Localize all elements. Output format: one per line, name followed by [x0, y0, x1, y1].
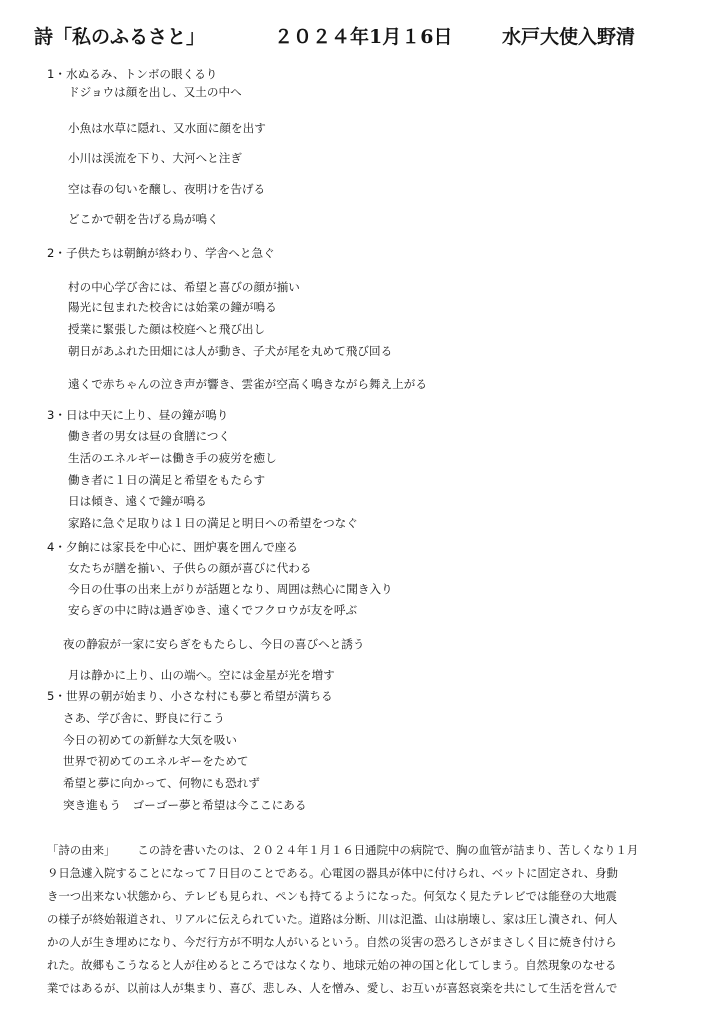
stanza-4-line-5: 夜の静寂が一家に安らぎをもたらし、今日の喜びへと誘う	[63, 637, 365, 651]
stanza-5-line-4: 世界で初めてのエネルギーをためて	[63, 754, 249, 768]
stanza-1-line-6: どこかで朝を告げる鳥が鳴く	[68, 212, 219, 226]
stanza-2-line-2: 村の中心学び舎には、希望と喜びの顔が揃い	[68, 280, 300, 294]
essay-row-3: き一つ出来ない状態から、テレビも見られ、ペンも持てるようになった。何気なく見たテレビでは能登の大地震	[47, 889, 617, 903]
stanza-5-line-5: 希望と夢に向かって、何物にも恐れず	[63, 776, 260, 790]
essay-section	[47, 839, 697, 1000]
stanza-1-line-3: 小魚は水草に隠れ、又水面に顔を出す	[68, 121, 266, 135]
stanza-3-line-4: 働き者に１日の満足と希望をもたらす	[68, 473, 266, 487]
stanza-1-line-4: 小川は渓流を下り、大河へと注ぎ	[68, 151, 242, 165]
essay-row-2: ９日急遽入院することになって７日目のことである。心電図の器具が体中に付けられ、ベットに固定され、身動	[47, 866, 618, 880]
document-title-bar	[34, 22, 694, 62]
stanza-5-line-1: 5・世界の朝が始まり、小さな村にも夢と希望が満ちる	[47, 689, 333, 703]
poem-date: ２０２４年1月１6日	[274, 26, 453, 48]
essay-heading: 「詩の由来」	[47, 843, 116, 857]
stanza-2-line-6: 遠くで赤ちゃんの泣き声が響き、雲雀が空高く鳴きながら舞え上がる	[68, 377, 427, 391]
stanza-2-line-4: 授業に緊張した顔は校庭へと飛び出し	[68, 322, 266, 336]
stanza-2-line-5: 朝日があふれた田畑には人が動き、子犬が尾を丸めて飛び回る	[68, 344, 393, 358]
stanza-4-line-1: 4・夕餉には家長を中心に、囲炉裏を囲んで座る	[47, 540, 298, 554]
essay-row-5: かの人が生き埋めになり、今だ行方が不明な人がいるという。自然の災害の恐ろしさがまさしく目に焼き付けら	[47, 935, 617, 949]
stanza-4-line-3: 今日の仕事の出来上がりが話題となり、周囲は熱心に聞き入り	[68, 582, 393, 596]
stanza-4-line-6: 月は静かに上り、山の端へ。空には金星が光を増す	[68, 668, 335, 682]
stanza-2-line-1: 2・子供たちは朝餉が終わり、学舎へと急ぐ	[47, 246, 275, 260]
stanza-4-line-2: 女たちが膳を揃い、子供らの顔が喜びに代わる	[68, 561, 312, 575]
stanza-1-line-2: ドジョウは顔を出し、又土の中へ	[68, 85, 242, 99]
stanza-3-line-2: 働き者の男女は昼の食膳につく	[68, 429, 231, 443]
essay-row-6: れた。故郷もこうなると人が住めるところではなくなり、地球元始の神の国と化してしまう。自然現象のなせる	[47, 958, 617, 972]
essay-row-7: 業ではあるが、以前は人が集まり、喜び、悲しみ、人を憎み、愛し、お互いが喜怒哀楽を共にして生活を営んで	[47, 981, 618, 995]
stanza-4-line-4: 安らぎの中に時は過ぎゆき、遠くでフクロウが友を呼ぶ	[68, 603, 358, 617]
stanza-3-line-6: 家路に急ぐ足取りは１日の満足と明日への希望をつなぐ	[68, 516, 358, 530]
stanza-5-line-2: さあ、学び舎に、野良に行こう	[63, 711, 225, 725]
stanza-3-line-5: 日は傾き、遠くで鐘が鳴る	[68, 494, 207, 508]
essay-row-4: の様子が終始報道され、リアルに伝えられていた。道路は分断、川は氾濫、山は崩壊し、家は圧し潰され、何人	[47, 912, 618, 926]
stanza-1-line-5: 空は春の匂いを醸し、夜明けを告げる	[68, 182, 266, 196]
stanza-1-line-1: 1・水ぬるみ、トンボの眼くるり	[47, 67, 218, 81]
poem-title: 詩「私のふるさと」	[34, 26, 206, 48]
essay-row-1	[47, 839, 697, 862]
essay-text-1: この詩を書いたのは、２０２４年１月１６日通院中の病院で、胸の血管が詰まり、苦しくなり１月	[137, 843, 639, 857]
stanza-2-line-3: 陽光に包まれた校舎には始業の鐘が鳴る	[68, 300, 277, 314]
stanza-3-line-1: 3・日は中天に上り、昼の鐘が鳴り	[47, 408, 229, 422]
stanza-5-line-6: 突き進もう ゴーゴー夢と希望は今ここにある	[63, 798, 307, 812]
stanza-3-line-3: 生活のエネルギーは働き手の疲労を癒し	[68, 451, 277, 465]
stanza-5-line-3: 今日の初めての新鮮な大気を吸い	[63, 733, 237, 747]
poem-author: 水戸大使入野清	[502, 26, 636, 48]
